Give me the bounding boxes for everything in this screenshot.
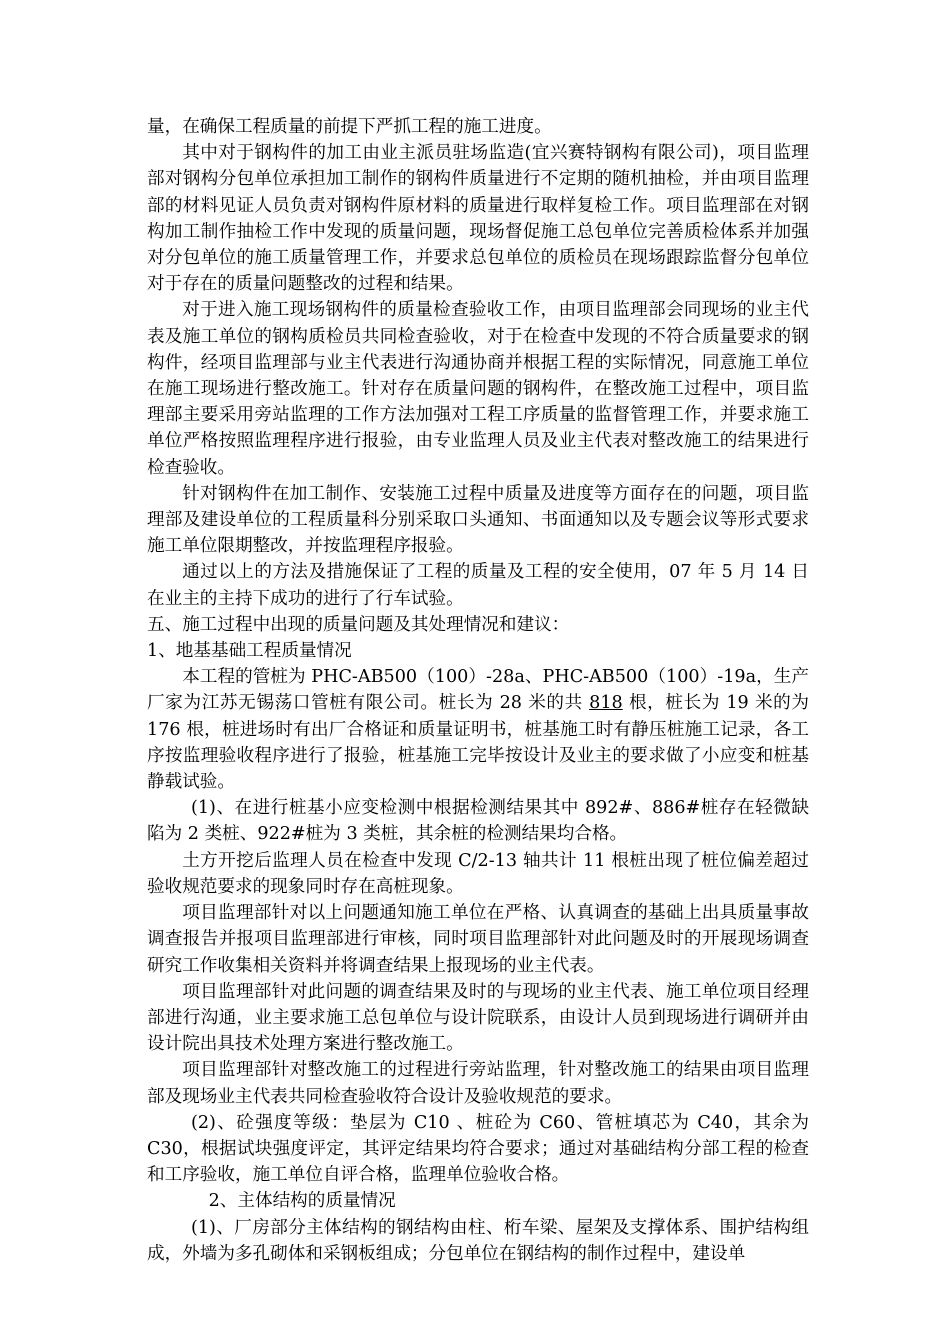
pile-text-before: 本工程的管桩为 PHC-AB500（100）-28a、PHC-AB500（100）-19a，生产厂家为江苏无锡荡口管桩有限公司。桩长为 28 米的共 (147, 667, 809, 714)
paragraph-site-inspection: 对于进入施工现场钢构件的质量检查验收工作，由项目监理部会同现场的业主代表及施工单位的钢构质检员共同检查验收，对于在检查中发现的不符合质量要求的钢构件，经项目监理部与业主代表进行沟通协商并根据工程的实际情况，同意施工单位在施工现场进行整改施工。针对存在质量问题的钢构件，在整改施工过程中，项目监理部主要采用旁站监理的工作方法加强对工程工序质量的监督管理工作，并要求施工单位严格按照监理程序进行报验，由专业监理人员及业主代表对整改施工的结果进行检查验收。 (147, 300, 809, 478)
paragraph-strain-test: (1)、在进行桩基小应变检测中根据检测结果其中 892#、886#桩存在轻微缺陷为 2 类桩、922#桩为 3 类桩，其余桩的检测结果均合格。 (147, 798, 809, 845)
pile-text-after: 根，桩长为 19 米的为 176 根，桩进场时有出厂合格证和质量证明书，桩基施工时有静压桩施工记录，各工序按监理验收程序进行了报验，桩基施工完毕按设计及业主的要求做了小应变和桩基静载试验。 (147, 693, 809, 793)
paragraph-steel-structure: (1)、厂房部分主体结构的钢结构由柱、桁车梁、屋架及支撑体系、围护结构组成，外墙为多孔砌体和采钢板组成；分包单位在钢结构的制作过程中，建设单 (147, 1217, 809, 1264)
paragraph-concrete-grade: (2)、砼强度等级：垫层为 C10 、桩砼为 C60、管桩填芯为 C40，其余为 C30，根据试块强度评定，其评定结果均符合要求；通过对基础结构分部工程的检查和工序验收，施工单位自评合格，监理单位验收合格。 (147, 1112, 809, 1186)
paragraph-design-institute: 项目监理部针对此问题的调查结果及时的与现场的业主代表、施工单位项目经理部进行沟通，业主要求施工总包单位与设计院联系，由设计人员到现场进行调研并由设计院出具技术处理方案进行整改施工。 (147, 981, 809, 1055)
paragraph-pile-deviation: 土方开挖后监理人员在检查中发现 C/2-13 轴共计 11 根桩出现了桩位偏差超过验收规范要求的现象同时存在高桩现象。 (147, 850, 809, 897)
paragraph-steel-fabrication: 其中对于钢构件的加工由业主派员驻场监造(宜兴赛特钢构有限公司)，项目监理部对钢构分包单位承担加工制作的钢构件质量进行不定期的随机抽检，并由项目监理部的材料见证人员负责对钢构件原材料的质量进行取样复检工作。项目监理部在对钢构加工制作抽检工作中发现的质量问题，现场督促施工总包单位完善质检体系并加强对分包单位的施工质量管理工作，并要求总包单位的质检员在现场跟踪监督分包单位对于存在的质量问题整改的过程和结果。 (147, 143, 809, 295)
subsection-heading-main-structure: 2、主体结构的质量情况 (208, 1191, 396, 1212)
paragraph-rectification: 针对钢构件在加工制作、安装施工过程中质量及进度等方面存在的问题，项目监理部及建设单位的工程质量科分别采取口头通知、书面通知以及专题会议等形式要求施工单位限期整改，并按监理程序报验。 (147, 483, 809, 557)
document-page (147, 114, 809, 1267)
paragraph-continuation: 量，在确保工程质量的前提下严抓工程的施工进度。 (147, 117, 552, 137)
paragraph-accident-report: 项目监理部针对以上问题通知施工单位在严格、认真调查的基础上出具质量事故调查报告并报项目监理部进行审核，同时项目监理部针对此问题及时的开展现场调查研究工作收集相关资料并将调查结果上报现场的业主代表。 (147, 903, 809, 976)
paragraph-crane-test: 通过以上的方法及措施保证了工程的质量及工程的安全使用，07 年 5 月 14 日在业主的主持下成功的进行了行车试验。 (147, 562, 809, 609)
section-heading-quality-issues: 五、施工过程中出现的质量问题及其处理情况和建议： (147, 614, 570, 635)
paragraph-pile-info (147, 664, 809, 795)
subsection-heading-foundation: 1、地基基础工程质量情况 (147, 641, 352, 662)
paragraph-supervision: 项目监理部针对整改施工的过程进行旁站监理，针对整改施工的结果由项目监理部及现场业主代表共同检查验收符合设计及验收规范的要求。 (147, 1060, 809, 1107)
pile-count-underlined: 818 (589, 693, 623, 714)
